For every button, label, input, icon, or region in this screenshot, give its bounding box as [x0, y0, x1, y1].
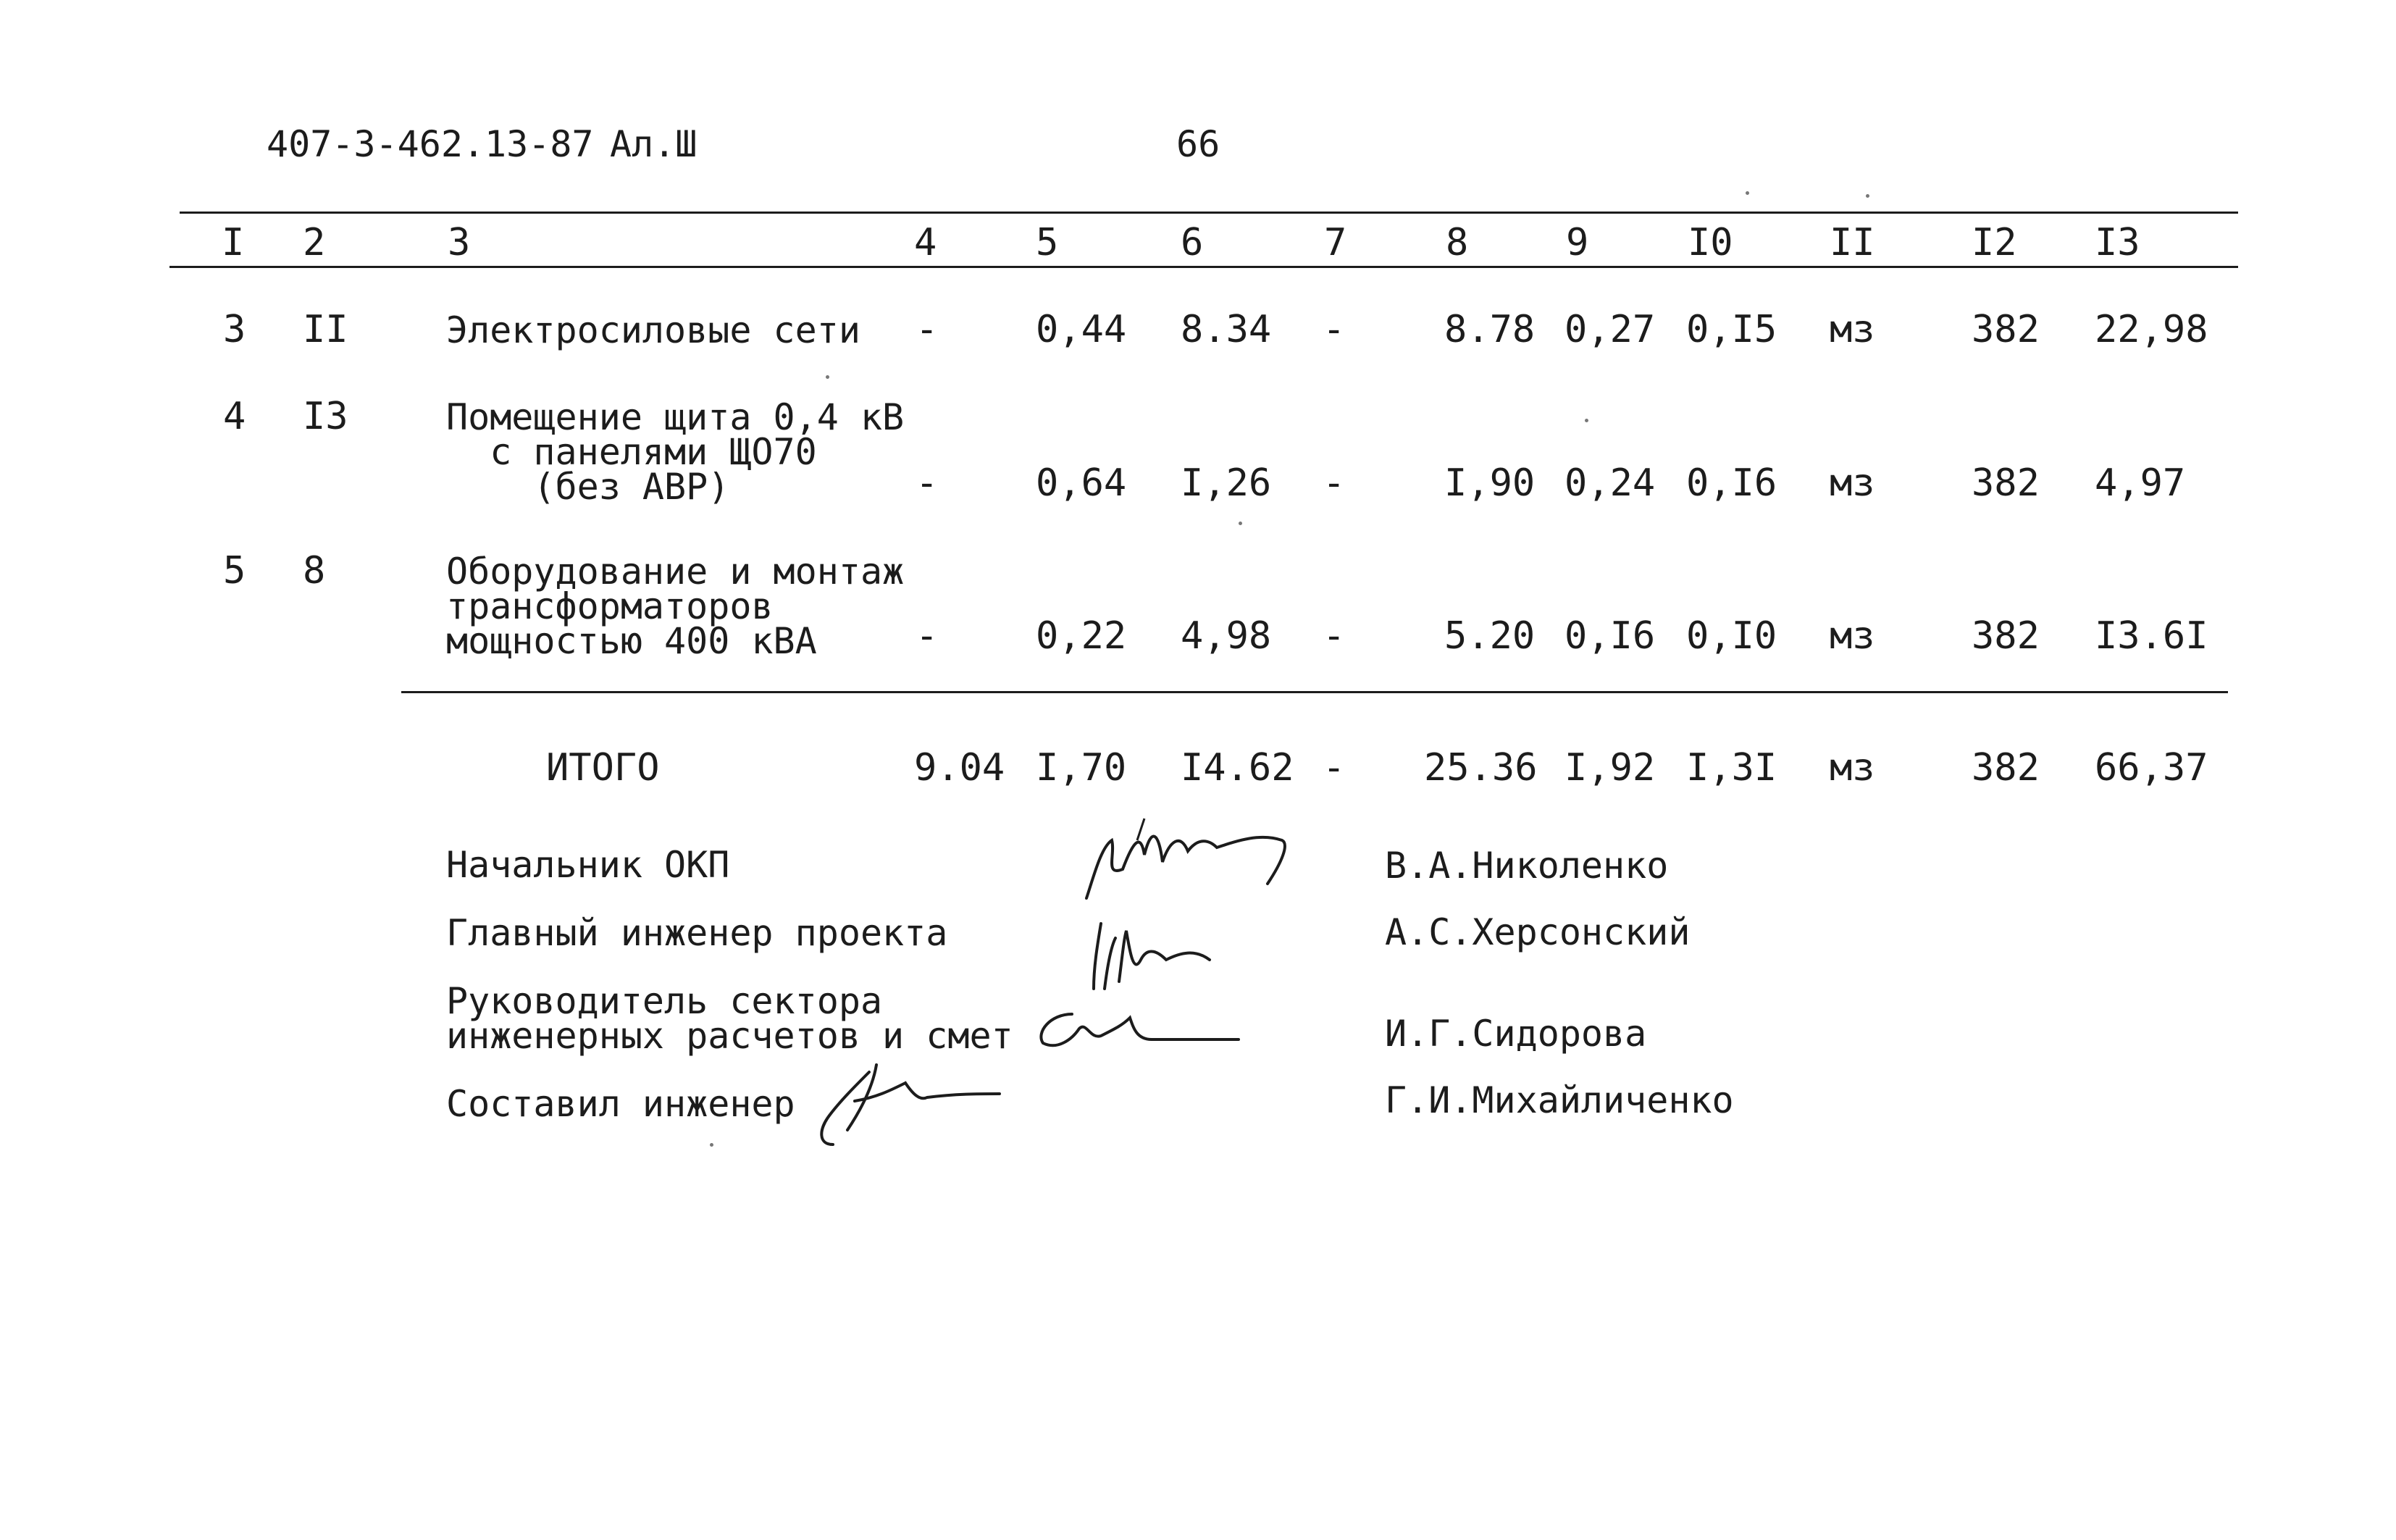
row-col4: - [916, 461, 939, 505]
row-col5: 0,22 [1036, 614, 1127, 658]
row-col5: 0,64 [1036, 461, 1127, 505]
subtotal-rule [401, 691, 2228, 693]
column-header-4: 4 [914, 221, 937, 264]
column-header-11: II [1830, 221, 1875, 264]
total-col13: 66,37 [2095, 746, 2208, 790]
signature-position: Руководитель сектора инженерных расчетов и смет [446, 980, 1013, 1057]
row-col7: - [1323, 308, 1346, 351]
row-number: 4 [223, 395, 246, 438]
total-col5: I,70 [1036, 746, 1127, 790]
signature-name: В.А.Николенко [1385, 845, 1669, 887]
total-col11: мз [1830, 746, 1875, 790]
total-col8: 25.36 [1424, 746, 1538, 790]
row-col13: 22,98 [2095, 308, 2208, 351]
row-col6: 8.34 [1181, 308, 1272, 351]
row-col10: 0,I5 [1686, 308, 1777, 351]
signature-scribble-4 [789, 1058, 1007, 1159]
row-description: Помещение щита 0,4 кВ с панелями ЩО70 (без АВР) [446, 396, 905, 508]
row-col11: мз [1830, 308, 1875, 351]
column-header-3: 3 [448, 221, 471, 264]
row-col8: 5.20 [1444, 614, 1536, 658]
row-col10: 0,I0 [1686, 614, 1777, 658]
header-bottom-rule [169, 266, 2238, 268]
row-col8: I,90 [1444, 461, 1536, 505]
row-col12: 382 [1972, 308, 2040, 351]
total-label: ИТОГО [546, 746, 660, 790]
album-label: Ал.Ш [610, 123, 698, 165]
page-number: 66 [1176, 123, 1220, 165]
signature-position: Составил инженер [446, 1083, 795, 1125]
total-col12: 382 [1972, 746, 2040, 790]
row-number: 5 [223, 549, 246, 593]
row-col6: I,26 [1181, 461, 1272, 505]
column-header-2: 2 [303, 221, 326, 264]
signature-position: Главный инженер проекта [446, 912, 948, 954]
row-col7: - [1323, 461, 1346, 505]
column-header-6: 6 [1181, 221, 1204, 264]
row-code: 8 [303, 549, 326, 593]
total-col10: I,3I [1686, 746, 1777, 790]
signature-name: И.Г.Сидорова [1385, 1013, 1647, 1055]
row-col9: 0,24 [1564, 461, 1656, 505]
signature-name: А.С.Херсонский [1385, 911, 1691, 953]
signature-position: Начальник ОКП [446, 844, 730, 886]
column-header-7: 7 [1324, 221, 1347, 264]
column-header-9: 9 [1566, 221, 1589, 264]
row-col6: 4,98 [1181, 614, 1272, 658]
row-col13: I3.6I [2095, 614, 2208, 658]
column-header-1: I [222, 221, 245, 264]
total-col9: I,92 [1564, 746, 1656, 790]
row-code: I3 [303, 395, 348, 438]
row-col4: - [916, 308, 939, 351]
row-number: 3 [223, 308, 246, 351]
signature-name: Г.И.Михайличенко [1385, 1079, 1734, 1121]
row-col9: 0,27 [1564, 308, 1656, 351]
column-header-8: 8 [1446, 221, 1469, 264]
row-col11: мз [1830, 461, 1875, 505]
column-header-5: 5 [1036, 221, 1059, 264]
row-col8: 8.78 [1444, 308, 1536, 351]
row-col11: мз [1830, 614, 1875, 658]
row-code: II [303, 308, 348, 351]
row-description: Электросиловые сети [446, 309, 860, 351]
row-col12: 382 [1972, 461, 2040, 505]
table-top-rule [180, 212, 2238, 214]
row-description: Оборудование и монтаж трансформаторов мощностью 400 кВА [446, 551, 905, 662]
row-col12: 382 [1972, 614, 2040, 658]
row-col5: 0,44 [1036, 308, 1127, 351]
column-header-12: I2 [1972, 221, 2017, 264]
row-col10: 0,I6 [1686, 461, 1777, 505]
total-col4: 9.04 [914, 746, 1005, 790]
row-col9: 0,I6 [1564, 614, 1656, 658]
row-col7: - [1323, 614, 1346, 658]
signature-scribble-1 [1072, 811, 1333, 913]
signature-scribble-3 [1029, 1000, 1246, 1058]
column-header-13: I3 [2095, 221, 2140, 264]
signature-scribble-2 [1079, 909, 1224, 1003]
row-col13: 4,97 [2095, 461, 2186, 505]
document-code: 407-3-462.13-87 [267, 123, 594, 165]
total-col7: - [1323, 746, 1346, 790]
total-col6: I4.62 [1181, 746, 1294, 790]
column-header-10: I0 [1688, 221, 1733, 264]
row-col4: - [916, 614, 939, 658]
